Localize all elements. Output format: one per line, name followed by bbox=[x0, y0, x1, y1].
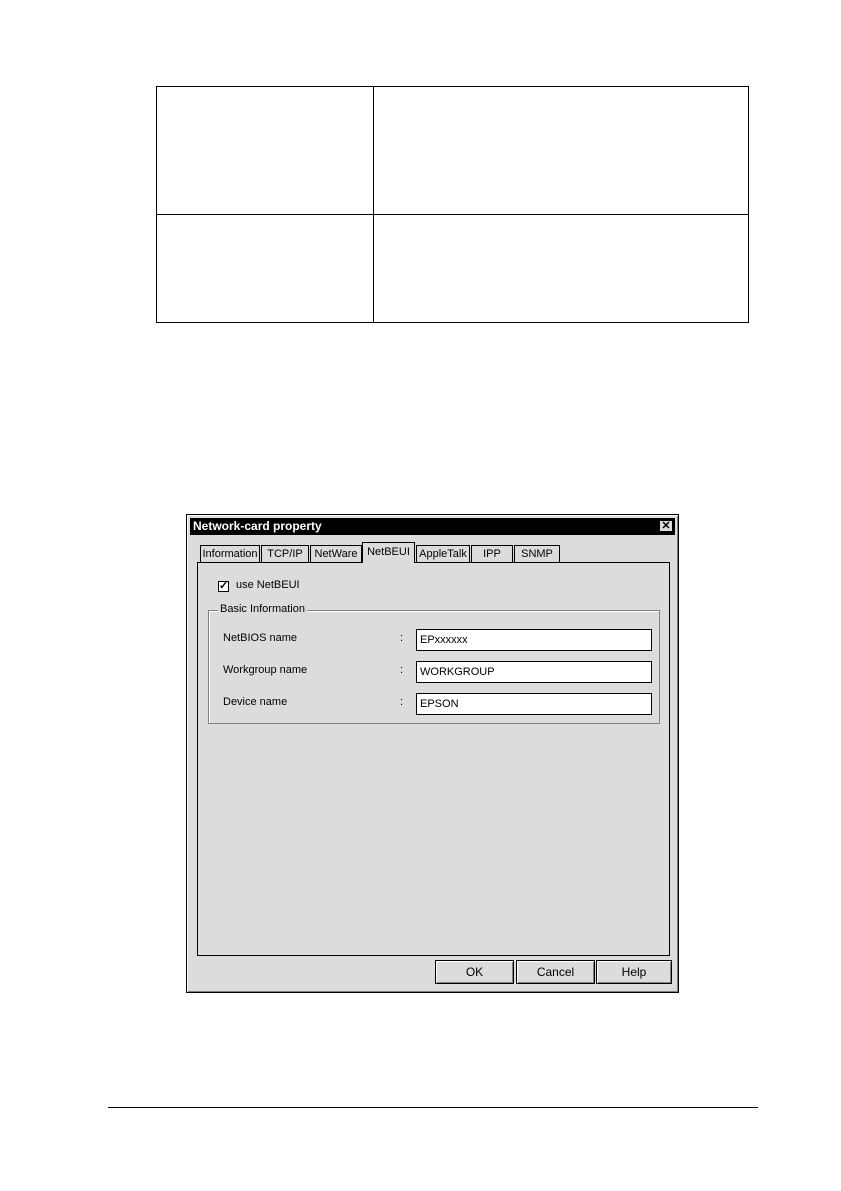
tab-appletalk[interactable]: AppleTalk bbox=[416, 545, 470, 562]
use-netbeui-checkbox[interactable] bbox=[218, 581, 229, 592]
footer-rule bbox=[108, 1107, 758, 1108]
tab-netbeui[interactable]: NetBEUI bbox=[362, 542, 415, 563]
tab-tcpip[interactable]: TCP/IP bbox=[261, 545, 309, 562]
field-colon: : bbox=[400, 632, 404, 644]
field-colon: : bbox=[400, 664, 404, 676]
tab-information[interactable]: Information bbox=[200, 545, 260, 562]
workgroup-name-input[interactable]: WORKGROUP bbox=[416, 661, 652, 683]
dialog-title: Network-card property bbox=[193, 519, 322, 533]
basic-information-legend: Basic Information bbox=[220, 603, 305, 615]
netbios-name-label: NetBIOS name bbox=[223, 632, 297, 644]
netbeui-panel bbox=[197, 562, 670, 956]
table-column-divider bbox=[373, 87, 374, 322]
workgroup-name-label: Workgroup name bbox=[223, 664, 308, 676]
table-row-divider bbox=[157, 214, 748, 215]
tab-snmp[interactable]: SNMP bbox=[514, 545, 560, 562]
field-colon: : bbox=[400, 696, 404, 708]
checkmark-icon: ✓ bbox=[219, 580, 229, 592]
cancel-button[interactable]: Cancel bbox=[516, 960, 595, 984]
help-button[interactable]: Help bbox=[596, 960, 672, 984]
network-card-property-dialog bbox=[186, 514, 679, 993]
dialog-titlebar bbox=[190, 518, 675, 535]
use-netbeui-label[interactable]: use NetBEUI bbox=[236, 579, 300, 591]
tab-netware[interactable]: NetWare bbox=[310, 545, 362, 562]
tab-ipp[interactable]: IPP bbox=[471, 545, 513, 562]
close-icon: ✕ bbox=[661, 520, 671, 532]
device-name-label: Device name bbox=[223, 696, 288, 708]
document-table bbox=[156, 86, 749, 323]
device-name-input[interactable]: EPSON bbox=[416, 693, 652, 715]
ok-button[interactable]: OK bbox=[435, 960, 514, 984]
netbios-name-input[interactable]: EPxxxxxx bbox=[416, 629, 652, 651]
close-button[interactable] bbox=[659, 520, 673, 532]
